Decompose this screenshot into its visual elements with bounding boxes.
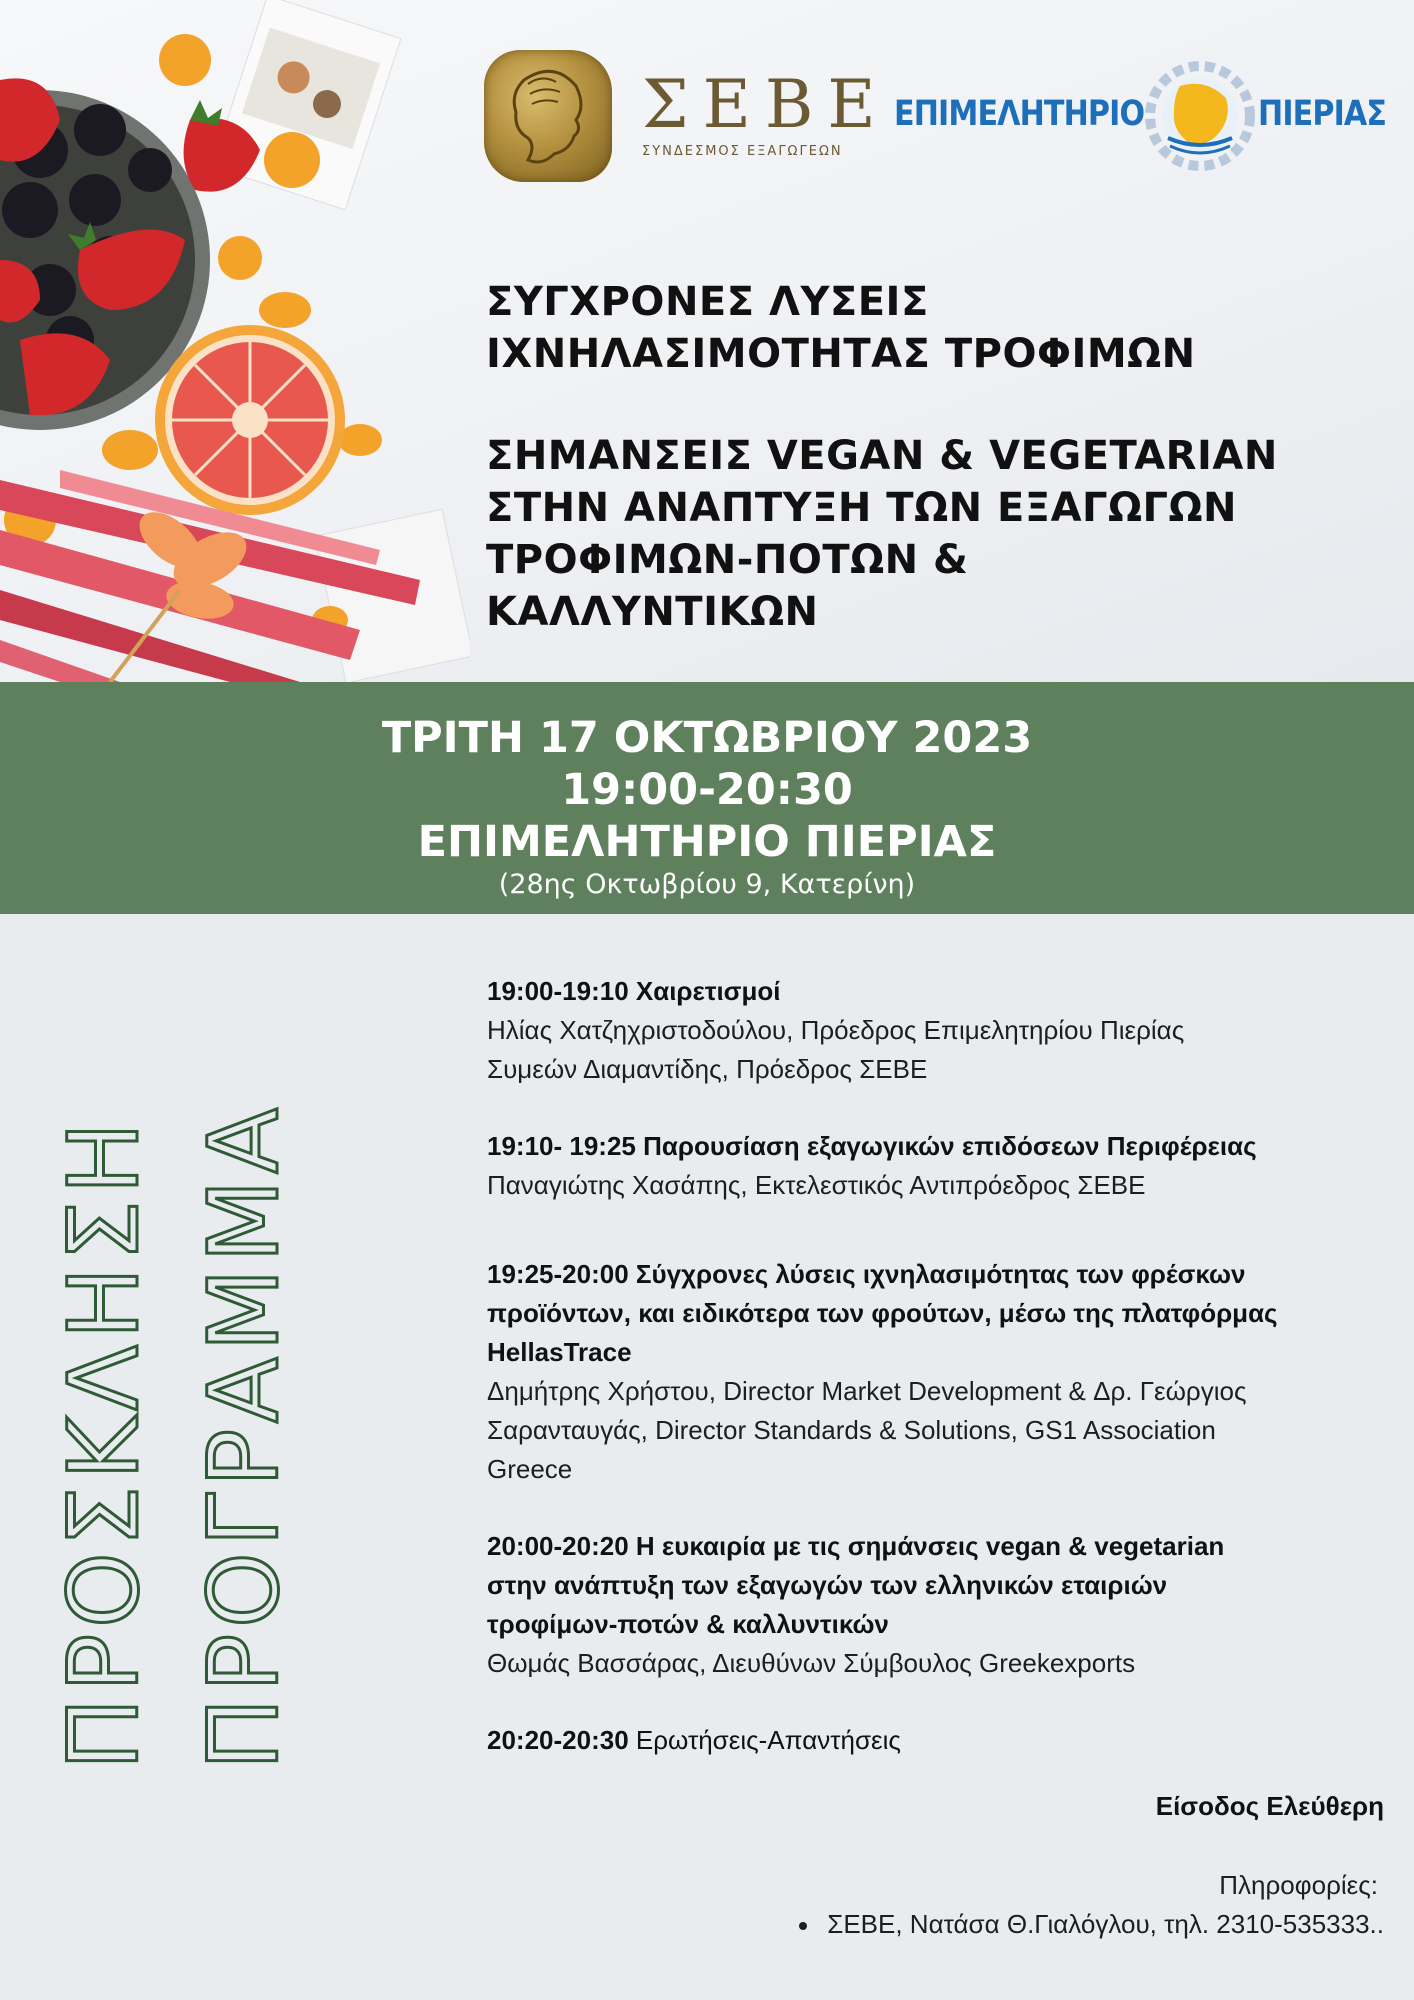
programme-item-speaker: Παναγιώτης Χασάπης, Εκτελεστικός Αντιπρόεδρος ΣΕΒΕ — [487, 1170, 1146, 1200]
programme-item-heading — [487, 1721, 1387, 1760]
programme-item-speaker: Greece — [487, 1454, 573, 1484]
event-venue: ΕΠΙΜΕΛΗΤΗΡΙΟ ΠΙΕΡΙΑΣ — [417, 817, 997, 867]
title-line: ΤΡΟΦΙΜΩΝ-ΠΟΤΩΝ & — [486, 537, 969, 583]
programme-item-heading: 20:00-20:20 Η ευκαιρία με τις σημάνσεις vegan & vegetarian — [487, 1531, 1225, 1561]
programme-item-heading: 19:00-19:10 Χαιρετισμοί — [487, 976, 781, 1006]
programme-item-heading: 19:25-20:00 Σύγχρονες λύσεις ιχνηλασιμότητας των φρέσκων — [487, 1259, 1246, 1289]
bullet-icon — [799, 1922, 807, 1930]
programme-item-label: Ερωτήσεις-Απαντήσεις — [635, 1725, 901, 1755]
chamber-logo-left-text: ΕΠΙΜΕΛΗΤΗΡΙΟ — [894, 94, 1145, 134]
info-contact — [799, 1909, 1384, 1940]
title-line: ΣΗΜΑΝΣΕΙΣ VEGAN & VEGETARIAN — [486, 433, 1278, 479]
event-time: 19:00-20:30 — [561, 765, 853, 815]
programme-item-heading: HellasTrace — [487, 1337, 632, 1367]
title-line: ΣΥΓΧΡΟΝΕΣ ΛΥΣΕΙΣ — [486, 279, 929, 325]
hero-section — [0, 0, 1414, 682]
event-title-vegan — [486, 430, 1386, 638]
chamber-gear-icon — [1140, 56, 1260, 176]
seve-logo — [484, 44, 890, 184]
info-contact-text: ΣΕΒΕ, Νατάσα Θ.Γιαλόγλου, τηλ. 2310-535333.. — [827, 1909, 1384, 1939]
seve-coin-emblem — [484, 50, 612, 182]
programme-item — [487, 1527, 1387, 1683]
programme-item — [487, 1255, 1387, 1489]
blood-orange — [155, 325, 345, 515]
free-entry-note: Είσοδος Ελεύθερη — [1155, 1791, 1384, 1821]
info-label: Πληροφορίες: — [1219, 1870, 1378, 1900]
programme-item-heading: τροφίμων-ποτών & καλλυντικών — [487, 1609, 889, 1639]
programme-item-time: 20:20-20:30 — [487, 1725, 629, 1755]
programme-item-speaker: Δημήτρης Χρήστου, Director Market Development & Δρ. Γεώργιος — [487, 1376, 1247, 1406]
programme-list — [487, 972, 1387, 1798]
food-illustration — [0, 0, 470, 682]
title-line: ΙΧΝΗΛΑΣΙΜΟΤΗΤΑΣ ΤΡΟΦΙΜΩΝ — [486, 331, 1196, 377]
programme-item — [487, 972, 1387, 1089]
programme-item-heading: 19:10- 19:25 Παρουσίαση εξαγωγικών επιδόσεων Περιφέρειας — [487, 1131, 1257, 1161]
programme-item-speaker: Σαρανταυγάς, Director Standards & Solutions, GS1 Association — [487, 1415, 1216, 1445]
event-info-band — [0, 682, 1414, 914]
programme-item-speaker: Ηλίας Χατζηχριστοδούλου, Πρόεδρος Επιμελητηρίου Πιερίας — [487, 1015, 1185, 1045]
seve-wordmark: ΣΕΒΕ — [642, 66, 890, 143]
chamber-logo-right-text: ΠΙΕΡΙΑΣ — [1258, 94, 1387, 134]
event-title-traceability — [486, 276, 1386, 380]
seve-subtitle: ΣΥΝΔΕΣΜΟΣ ΕΞΑΓΩΓΕΩΝ — [642, 144, 843, 159]
programme-item-heading: στην ανάπτυξη των εξαγωγών των ελληνικών εταιριών — [487, 1570, 1168, 1600]
title-line: ΣΤΗΝ ΑΝΑΠΤΥΞΗ ΤΩΝ ΕΞΑΓΩΓΩΝ — [486, 485, 1237, 531]
programme-item-heading: προϊόντων, και ειδικότερα των φρούτων, μέσω της πλατφόρμας — [487, 1298, 1278, 1328]
event-date: ΤΡΙΤΗ 17 ΟΚΤΩΒΡΙΟΥ 2023 — [381, 713, 1033, 763]
programme-item-speaker: Θωμάς Βασσάρας, Διευθύνων Σύμβουλος Greekexports — [487, 1648, 1136, 1678]
vertical-word-invitation: ΠΡΟΣΚΛΗΣΗ — [48, 1116, 160, 1770]
programme-item — [487, 1721, 1387, 1760]
event-address: (28ης Οκτωβρίου 9, Κατερίνη) — [498, 869, 916, 900]
chamber-logo — [890, 50, 1390, 180]
title-line: ΚΑΛΛΥΝΤΙΚΩΝ — [486, 589, 819, 635]
programme-item-speaker: Συμεών Διαμαντίδης, Πρόεδρος ΣΕΒΕ — [487, 1054, 928, 1084]
vertical-word-programme: ΠΡΟΓΡΑΜΜΑ — [188, 1101, 300, 1770]
programme-item — [487, 1127, 1387, 1205]
